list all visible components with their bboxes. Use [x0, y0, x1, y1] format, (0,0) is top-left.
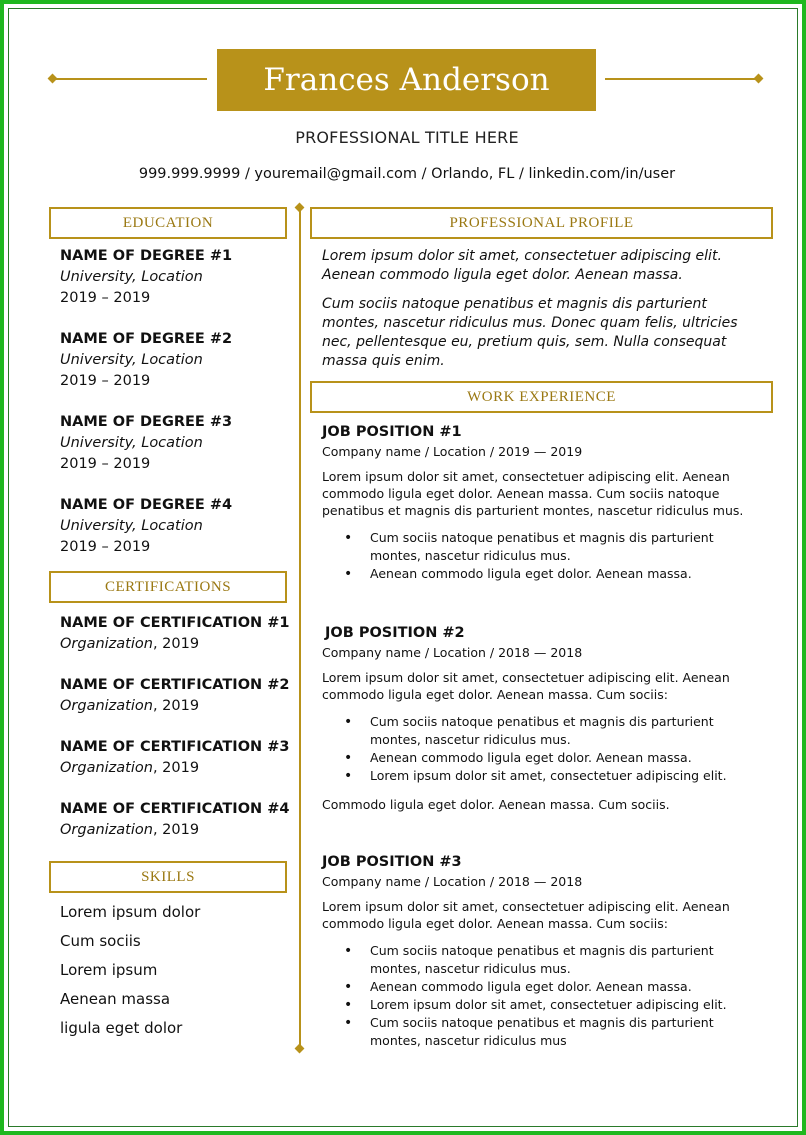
skill-item: Lorem ipsum: [60, 961, 158, 979]
profile-paragraph: Lorem ipsum dolor sit amet, consectetuer adipiscing elit. Aenean commodo ligula eget dolor. Aenean massa.: [322, 248, 722, 283]
certification-year: , 2019: [152, 822, 200, 838]
section-heading-work: WORK EXPERIENCE: [310, 381, 773, 413]
job-bullets: [344, 713, 767, 785]
certification-list: [60, 613, 290, 841]
job-entry: [322, 422, 767, 583]
certification-item: [60, 799, 290, 841]
job-bullets: [344, 942, 767, 1050]
job-bullets: [344, 529, 767, 583]
school-location: University, Location: [60, 518, 203, 534]
job-description: Lorem ipsum dolor sit amet, consectetuer adipiscing elit. Aenean commodo ligula eget dolor. Aenean massa. Cum sociis natoque penatibus et magnis dis parturient montes, nascetur ridiculus mus.: [322, 469, 744, 518]
education-list: [60, 246, 290, 558]
certification-year: , 2019: [152, 698, 200, 714]
profile-body: [322, 247, 767, 371]
skill-item: Cum sociis: [60, 932, 141, 950]
professional-title: PROFESSIONAL TITLE HERE: [295, 128, 519, 147]
column-divider: [299, 209, 301, 1049]
job-description: Lorem ipsum dolor sit amet, consectetuer adipiscing elit. Aenean commodo ligula eget dolor. Aenean massa. Cum sociis:: [322, 670, 730, 702]
degree-name: NAME OF DEGREE #4: [60, 497, 233, 513]
job-bullet: • Cum sociis natoque penatibus et magnis dis parturient montes, nascetur ridiculus mus.: [344, 713, 767, 749]
job-bullet: • Lorem ipsum dolor sit amet, consectetuer adipiscing elit.: [344, 767, 767, 785]
job-entry-body: [322, 643, 767, 813]
degree-name: NAME OF DEGREE #1: [60, 248, 233, 264]
contact-line: 999.999.9999 / youremail@gmail.com / Orlando, FL / linkedin.com/in/user: [138, 166, 676, 182]
job-bullet: • Lorem ipsum dolor sit amet, consectetuer adipiscing elit.: [344, 996, 767, 1014]
education-item: [60, 495, 290, 558]
certification-item: [60, 675, 290, 717]
job-title: JOB POSITION #2: [325, 625, 465, 641]
header-rule-right: [605, 78, 758, 80]
skill-item: Aenean massa: [60, 990, 171, 1008]
job-meta: Company name / Location / 2019 — 2019: [322, 444, 583, 459]
job-title: JOB POSITION #3: [322, 854, 462, 870]
section-heading-education: EDUCATION: [49, 207, 287, 239]
certification-org-line: [60, 820, 290, 841]
section-heading-certifications: CERTIFICATIONS: [49, 571, 287, 603]
certification-org-line: [60, 696, 290, 717]
education-item: [60, 246, 290, 309]
job-bullet: • Cum sociis natoque penatibus et magnis dis parturient montes, nascetur ridiculus mus.: [344, 942, 767, 978]
education-years: 2019 – 2019: [60, 456, 151, 472]
name-banner: Frances Anderson: [217, 49, 596, 111]
education-item: [60, 412, 290, 475]
job-bullet: • Cum sociis natoque penatibus et magnis dis parturient montes, nascetur ridiculus mus: [344, 1014, 767, 1050]
degree-name: NAME OF DEGREE #2: [60, 331, 233, 347]
certification-org-line: [60, 758, 290, 779]
certification-name: NAME OF CERTIFICATION #3: [60, 739, 290, 755]
certification-org: Organization: [60, 636, 153, 652]
job-entry: [322, 852, 767, 1050]
certification-name: NAME OF CERTIFICATION #4: [60, 801, 290, 817]
certification-org: Organization: [60, 760, 153, 776]
skill-item: ligula eget dolor: [60, 1019, 183, 1037]
education-years: 2019 – 2019: [60, 539, 151, 555]
job-title: JOB POSITION #1: [322, 424, 462, 440]
job-bullet: • Cum sociis natoque penatibus et magnis dis parturient montes, nascetur ridiculus mus.: [344, 529, 767, 565]
school-location: University, Location: [60, 269, 203, 285]
job-bullet: • Aenean commodo ligula eget dolor. Aenean massa.: [344, 978, 767, 996]
certification-year: , 2019: [152, 636, 200, 652]
job-bullet: • Aenean commodo ligula eget dolor. Aenean massa.: [344, 749, 767, 767]
skills-list: [60, 898, 290, 1043]
certification-org: Organization: [60, 822, 153, 838]
education-years: 2019 – 2019: [60, 290, 151, 306]
section-heading-profile: PROFESSIONAL PROFILE: [310, 207, 773, 239]
certification-org-line: [60, 634, 290, 655]
certification-item: [60, 613, 290, 655]
certification-org: Organization: [60, 698, 153, 714]
certification-name: NAME OF CERTIFICATION #1: [60, 615, 290, 631]
job-entry: [325, 623, 770, 643]
job-description: Lorem ipsum dolor sit amet, consectetuer adipiscing elit. Aenean commodo ligula eget dolor. Aenean massa. Cum sociis:: [322, 899, 730, 931]
job-meta: Company name / Location / 2018 — 2018: [322, 645, 583, 660]
certification-name: NAME OF CERTIFICATION #2: [60, 677, 290, 693]
certification-item: [60, 737, 290, 779]
certification-year: , 2019: [152, 760, 200, 776]
education-item: [60, 329, 290, 392]
degree-name: NAME OF DEGREE #3: [60, 414, 233, 430]
job-footer-note: Commodo ligula eget dolor. Aenean massa. Cum sociis.: [322, 797, 670, 812]
school-location: University, Location: [60, 435, 203, 451]
education-years: 2019 – 2019: [60, 373, 151, 389]
skill-item: Lorem ipsum dolor: [60, 903, 201, 921]
section-heading-skills: SKILLS: [49, 861, 287, 893]
job-meta: Company name / Location / 2018 — 2018: [322, 874, 583, 889]
school-location: University, Location: [60, 352, 203, 368]
header-rule-left: [54, 78, 207, 80]
job-bullet: • Aenean commodo ligula eget dolor. Aenean massa.: [344, 565, 767, 583]
profile-paragraph: Cum sociis natoque penatibus et magnis dis parturient montes, nascetur ridiculus mus. Donec quam felis, ultricies nec, pellentesque eu, pretium quis, sem. Nulla consequat massa quis enim.: [322, 296, 738, 369]
